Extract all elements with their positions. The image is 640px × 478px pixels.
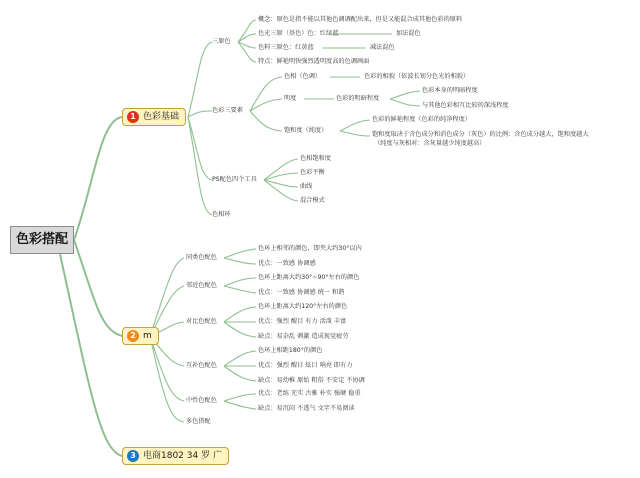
node-ps-tool-2[interactable]: 色彩平衡: [300, 169, 325, 176]
number-badge-1: 1: [127, 111, 139, 123]
node-complementary-def[interactable]: 色环上相距180°的颜色: [258, 347, 323, 354]
node-ps-tool-1[interactable]: 色相饱和度: [300, 155, 331, 162]
node-saturation-a[interactable]: 色彩的鲜艳程度（色彩的纯净程度）: [372, 116, 471, 123]
node-primary-traits[interactable]: 特点：鲜艳明快强烈透明度高的色调画面: [258, 58, 370, 65]
node-contrast-group[interactable]: 对比色配色: [186, 318, 217, 325]
node-neutral-pro[interactable]: 优点：老练 充实 古雅 朴实 强硬 稳重: [258, 390, 361, 397]
node-saturation-c[interactable]: （纯度与灰相对：含灰量越少纯度越高）: [374, 140, 486, 147]
node-ps-tool-3[interactable]: 曲线: [300, 183, 313, 190]
branch-author[interactable]: [122, 447, 229, 465]
node-neutral-con[interactable]: 缺点：易沉闷 不透气 文字不易阅读: [258, 405, 355, 412]
branch-color-basics[interactable]: [122, 108, 186, 126]
node-ps-tool-4[interactable]: 混合模式: [300, 197, 325, 204]
node-color-wheel[interactable]: 色相环: [212, 211, 231, 218]
node-lightness-a[interactable]: 色彩本身的明暗程度: [422, 87, 478, 94]
node-contrast-con[interactable]: 缺点：易杂乱 刺激 造成视觉疲劳: [258, 333, 349, 340]
node-hue-desc[interactable]: 色彩的相貌（依波长划分色光的相貌）: [364, 73, 470, 80]
node-complementary-con[interactable]: 缺点：易幼稚 原始 粗俗 不安定 不协调: [258, 377, 365, 384]
node-adjacent-def[interactable]: 色环上距离大约30°~90°左右的颜色: [258, 274, 360, 281]
node-primary-concept[interactable]: 概念：原色是指不能以其他色调调配出来，但是又能混合成其他色彩的原料: [258, 16, 463, 23]
node-complementary-group[interactable]: 互补色配色: [186, 362, 217, 369]
node-three-elements[interactable]: 色彩三要素: [212, 107, 243, 114]
node-saturation-b[interactable]: 饱和度取决于含色成分和消色成分（灰色）的比例：含色成分越大，饱和度越大: [372, 131, 589, 138]
node-ps-tools[interactable]: PS配色四个工具: [212, 176, 257, 183]
branch-label: 色彩基础: [143, 112, 180, 122]
node-pigment-primaries[interactable]: 色料三原色：红黄蓝: [258, 44, 314, 51]
node-subtractive-mixing[interactable]: 减法混色: [370, 44, 395, 51]
node-adjacent-group[interactable]: 邻近色配色: [186, 282, 217, 289]
node-saturation[interactable]: 饱和度（纯度）: [284, 127, 328, 134]
node-neutral-group[interactable]: 中性色配色: [186, 397, 217, 404]
node-lightness-b[interactable]: 与其他色彩相互比较的深浅程度: [422, 102, 509, 109]
number-badge-3: 3: [127, 450, 139, 462]
node-additive-mixing[interactable]: 加法混色: [396, 30, 421, 37]
branch-m[interactable]: [122, 327, 159, 345]
root-topic[interactable]: 色彩搭配: [10, 226, 74, 254]
node-lightness[interactable]: 明度: [284, 95, 297, 102]
node-hue[interactable]: 色相（色调）: [284, 73, 322, 80]
node-light-primaries[interactable]: 色光三原（基色）色：红绿蓝: [258, 30, 339, 37]
number-badge-2: 2: [127, 330, 139, 342]
node-lightness-desc[interactable]: 色彩的明暗程度: [336, 95, 380, 102]
node-multi-color[interactable]: 多色搭配: [186, 418, 211, 425]
branch-label: 电商1802 34 罗 广: [143, 451, 222, 461]
node-analogous-pro[interactable]: 优点：一致感 协调感: [258, 260, 316, 267]
node-complementary-pro[interactable]: 优点：强烈 醒目 炫目 响亮 即有力: [258, 362, 353, 369]
node-analogous-group[interactable]: 同类色配色: [186, 254, 217, 261]
node-analogous-def[interactable]: 色环上相邻的颜色，即夹大约30°以内: [258, 245, 362, 252]
node-contrast-pro[interactable]: 优点：强烈 醒目 有力 活泼 丰富: [258, 318, 347, 325]
node-primary-colors[interactable]: 三原色: [212, 38, 231, 45]
node-adjacent-pro[interactable]: 优点：一致感 协调感 统一 和谐: [258, 289, 345, 296]
branch-label: m: [143, 331, 152, 341]
node-contrast-def[interactable]: 色环上距离大约120°左右的颜色: [258, 303, 348, 310]
